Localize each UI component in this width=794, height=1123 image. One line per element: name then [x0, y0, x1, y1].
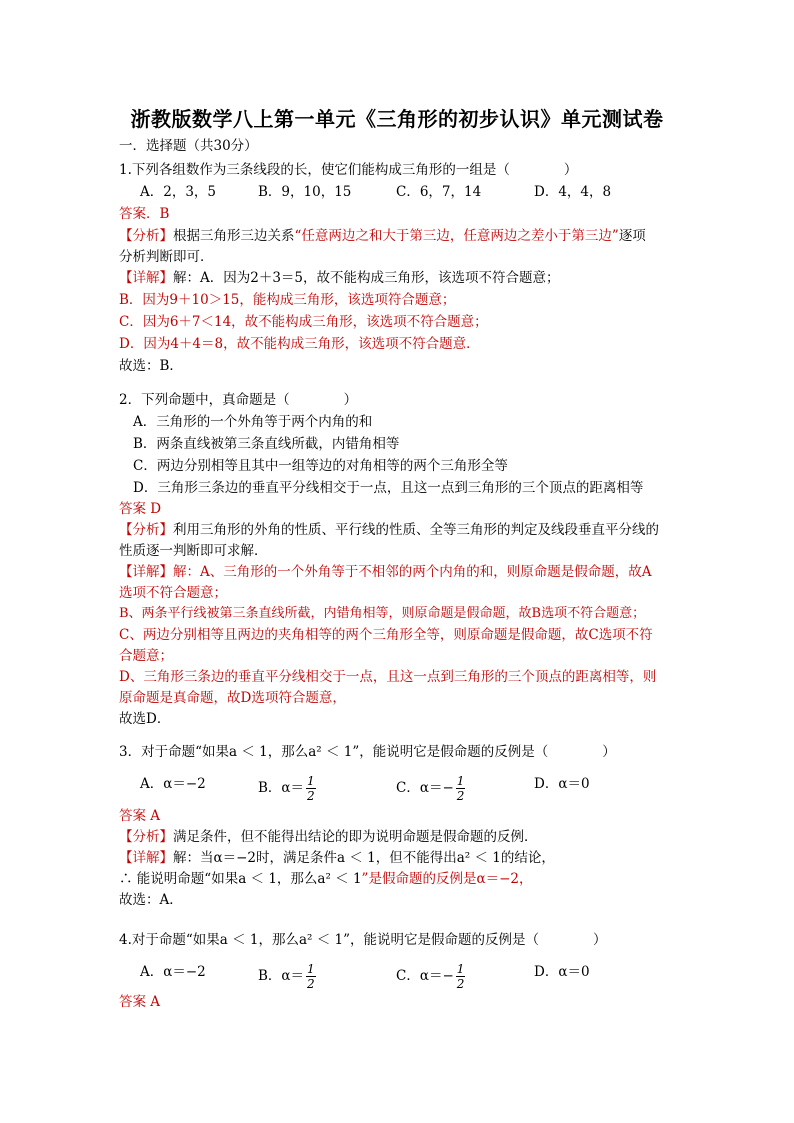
q1-stem: 1.下列各组数作为三条线段的长，使它们能构成三角形的一组是（ ）	[119, 162, 578, 178]
q2-detail-a-text: 解：A、三角形的一个外角等于不相邻的两个内角的和，则原命题是假命题，故A	[173, 564, 652, 580]
fraction-denominator: 2	[307, 789, 315, 803]
fraction-denominator: 2	[307, 977, 315, 991]
q1-detail-b: B．因为9＋10＞15，能构成三角形，该选项符合题意；	[119, 292, 456, 308]
q2-option-c: C．两边分别相等且其中一组等边的对角相等的两个三角形全等	[133, 458, 508, 474]
q4-option-c	[396, 962, 465, 991]
q2-answer: 答案 D	[119, 501, 162, 517]
analysis-tag: 【分析】	[119, 522, 173, 538]
fraction	[456, 774, 466, 803]
q3-analysis-text: 满足条件，但不能得出结论的即为说明命题是假命题的反例．	[173, 829, 538, 845]
q3-options	[140, 774, 700, 814]
q2-detail-a-line2: 选项不符合题意；	[119, 585, 227, 601]
q2-detail-b: B、两条平行线被第三条直线所截，内错角相等，则原命题是假命题，故B选项不符合题意；	[119, 606, 646, 621]
q3-stem-b: a ＜ 1，那么	[229, 744, 309, 760]
q3-stem-c: a² ＜ 1”，能说明它是假命题的反例是（ ）	[308, 744, 616, 760]
q3-stem	[119, 742, 616, 762]
fraction-numerator: 1	[307, 774, 315, 788]
q3-option-c	[396, 774, 465, 803]
q4-answer: 答案 A	[119, 994, 161, 1010]
q1-option-c: C．6，7，14	[396, 184, 482, 200]
q4-option-a: A．α＝−2	[140, 964, 206, 980]
q4-stem: 4.对于命题“如果a ＜ 1，那么a² ＜ 1”，能说明它是假命题的反例是（ ）	[119, 932, 607, 948]
q3-choose: 故选：A．	[119, 892, 183, 908]
q2-detail-d-line2: 原命题是真命题，故D选项符合题意，	[119, 690, 346, 706]
fraction	[306, 962, 316, 991]
q2-analysis	[119, 520, 659, 540]
q1-analysis	[119, 226, 646, 246]
section-heading: 一．选择题（共30分）	[119, 138, 258, 154]
q1-detail-c: C．因为6＋7＜14，故不能构成三角形，该选项不符合题意；	[119, 314, 488, 330]
q3-analysis	[119, 827, 538, 847]
q3-option-b	[258, 774, 316, 803]
q3-detail-a-text: 解：当α＝−2时，满足条件a ＜ 1，但不能得出a² ＜ 1的结论，	[173, 850, 555, 866]
fraction-numerator: 1	[307, 962, 315, 976]
document-title: 浙教版数学八上第一单元《三角形的初步认识》单元测试卷	[130, 107, 664, 131]
q1-analysis-line2: 分析判断即可．	[119, 249, 214, 265]
q2-option-a: A．三角形的一个外角等于两个内角的和	[133, 414, 373, 430]
q2-choose: 故选D．	[119, 711, 171, 727]
fraction	[456, 962, 466, 991]
fraction	[306, 774, 316, 803]
q3-option-d: D．α＝0	[534, 776, 590, 792]
q2-option-d: D．三角形三条边的垂直平分线相交于一点，且这一点到三角形的三个顶点的距离相等	[133, 480, 644, 496]
q2-detail-c-line2: 合题意；	[119, 648, 173, 664]
q1-option-d: D．4，4，8	[534, 184, 612, 200]
q3-option-c-label: C．α＝−	[396, 780, 454, 796]
analysis-tag: 【分析】	[119, 829, 173, 845]
q2-analysis-line2: 性质逐一判断即可求解．	[119, 543, 268, 559]
q3-detail-b	[119, 869, 532, 889]
q1-choose: 故选：B．	[119, 358, 183, 374]
q1-analysis-text-end: 逐项	[618, 228, 646, 244]
q2-analysis-text: 利用三角形的外角的性质、平行线的性质、全等三角形的判定及线段垂直平分线的	[173, 522, 659, 538]
fraction-numerator: 1	[456, 962, 465, 976]
fraction-numerator: 1	[456, 774, 465, 788]
q1-option-a: A．2，3，5	[140, 184, 217, 200]
q1-analysis-text: 根据三角形三边关系	[173, 228, 295, 244]
q2-option-b: B．两条直线被第三条直线所截，内错角相等	[133, 436, 400, 452]
q3-answer: 答案 A	[119, 808, 161, 824]
q3-stem-a: 3．对于命题“如果	[119, 744, 229, 760]
q4-option-c-label: C．α＝−	[396, 968, 454, 984]
q1-answer: 答案．B	[119, 206, 170, 222]
q2-detail-a	[119, 562, 652, 582]
q4-options	[140, 962, 700, 1002]
q1-detail-d: D．因为4＋4＝8，故不能构成三角形，该选项不符合题意．	[119, 336, 480, 352]
q1-detail-a	[119, 268, 560, 288]
q3-option-a: A．α＝−2	[140, 776, 206, 792]
q4-option-d: D．α＝0	[534, 964, 590, 980]
q2-stem: 2．下列命题中，真命题是（ ）	[119, 392, 358, 408]
detail-tag: 【详解】	[119, 564, 173, 580]
q4-option-b-label: B．α＝	[258, 968, 305, 984]
analysis-tag: 【分析】	[119, 228, 173, 244]
q3-detail-b-text: ∴ 能说明命题“如果a ＜ 1，那么a² ＜ 1	[119, 871, 362, 887]
fraction-denominator: 2	[456, 977, 465, 991]
q2-detail-d: D、三角形三条边的垂直平分线相交于一点，且这一点到三角形的三个顶点的距离相等，则	[119, 669, 657, 685]
q2-detail-c: C、两边分别相等且两边的夹角相等的两个三角形全等，则原命题是假命题，故C选项不符	[119, 627, 653, 643]
q3-option-b-label: B．α＝	[258, 780, 305, 796]
q1-detail-a-text: 解：A．因为2＋3＝5，故不能构成三角形，该选项不符合题意；	[173, 270, 560, 286]
q1-option-b: B．9，10，15	[258, 184, 352, 200]
detail-tag: 【详解】	[119, 850, 173, 866]
detail-tag: 【详解】	[119, 270, 173, 286]
q1-analysis-quote: “任意两边之和大于第三边，任意两边之差小于第三边”	[294, 228, 619, 244]
q3-detail-a	[119, 848, 555, 868]
q3-detail-b-red: ”是假命题的反例是α＝−2，	[361, 871, 533, 887]
fraction-denominator: 2	[456, 789, 465, 803]
q4-option-b	[258, 962, 316, 991]
